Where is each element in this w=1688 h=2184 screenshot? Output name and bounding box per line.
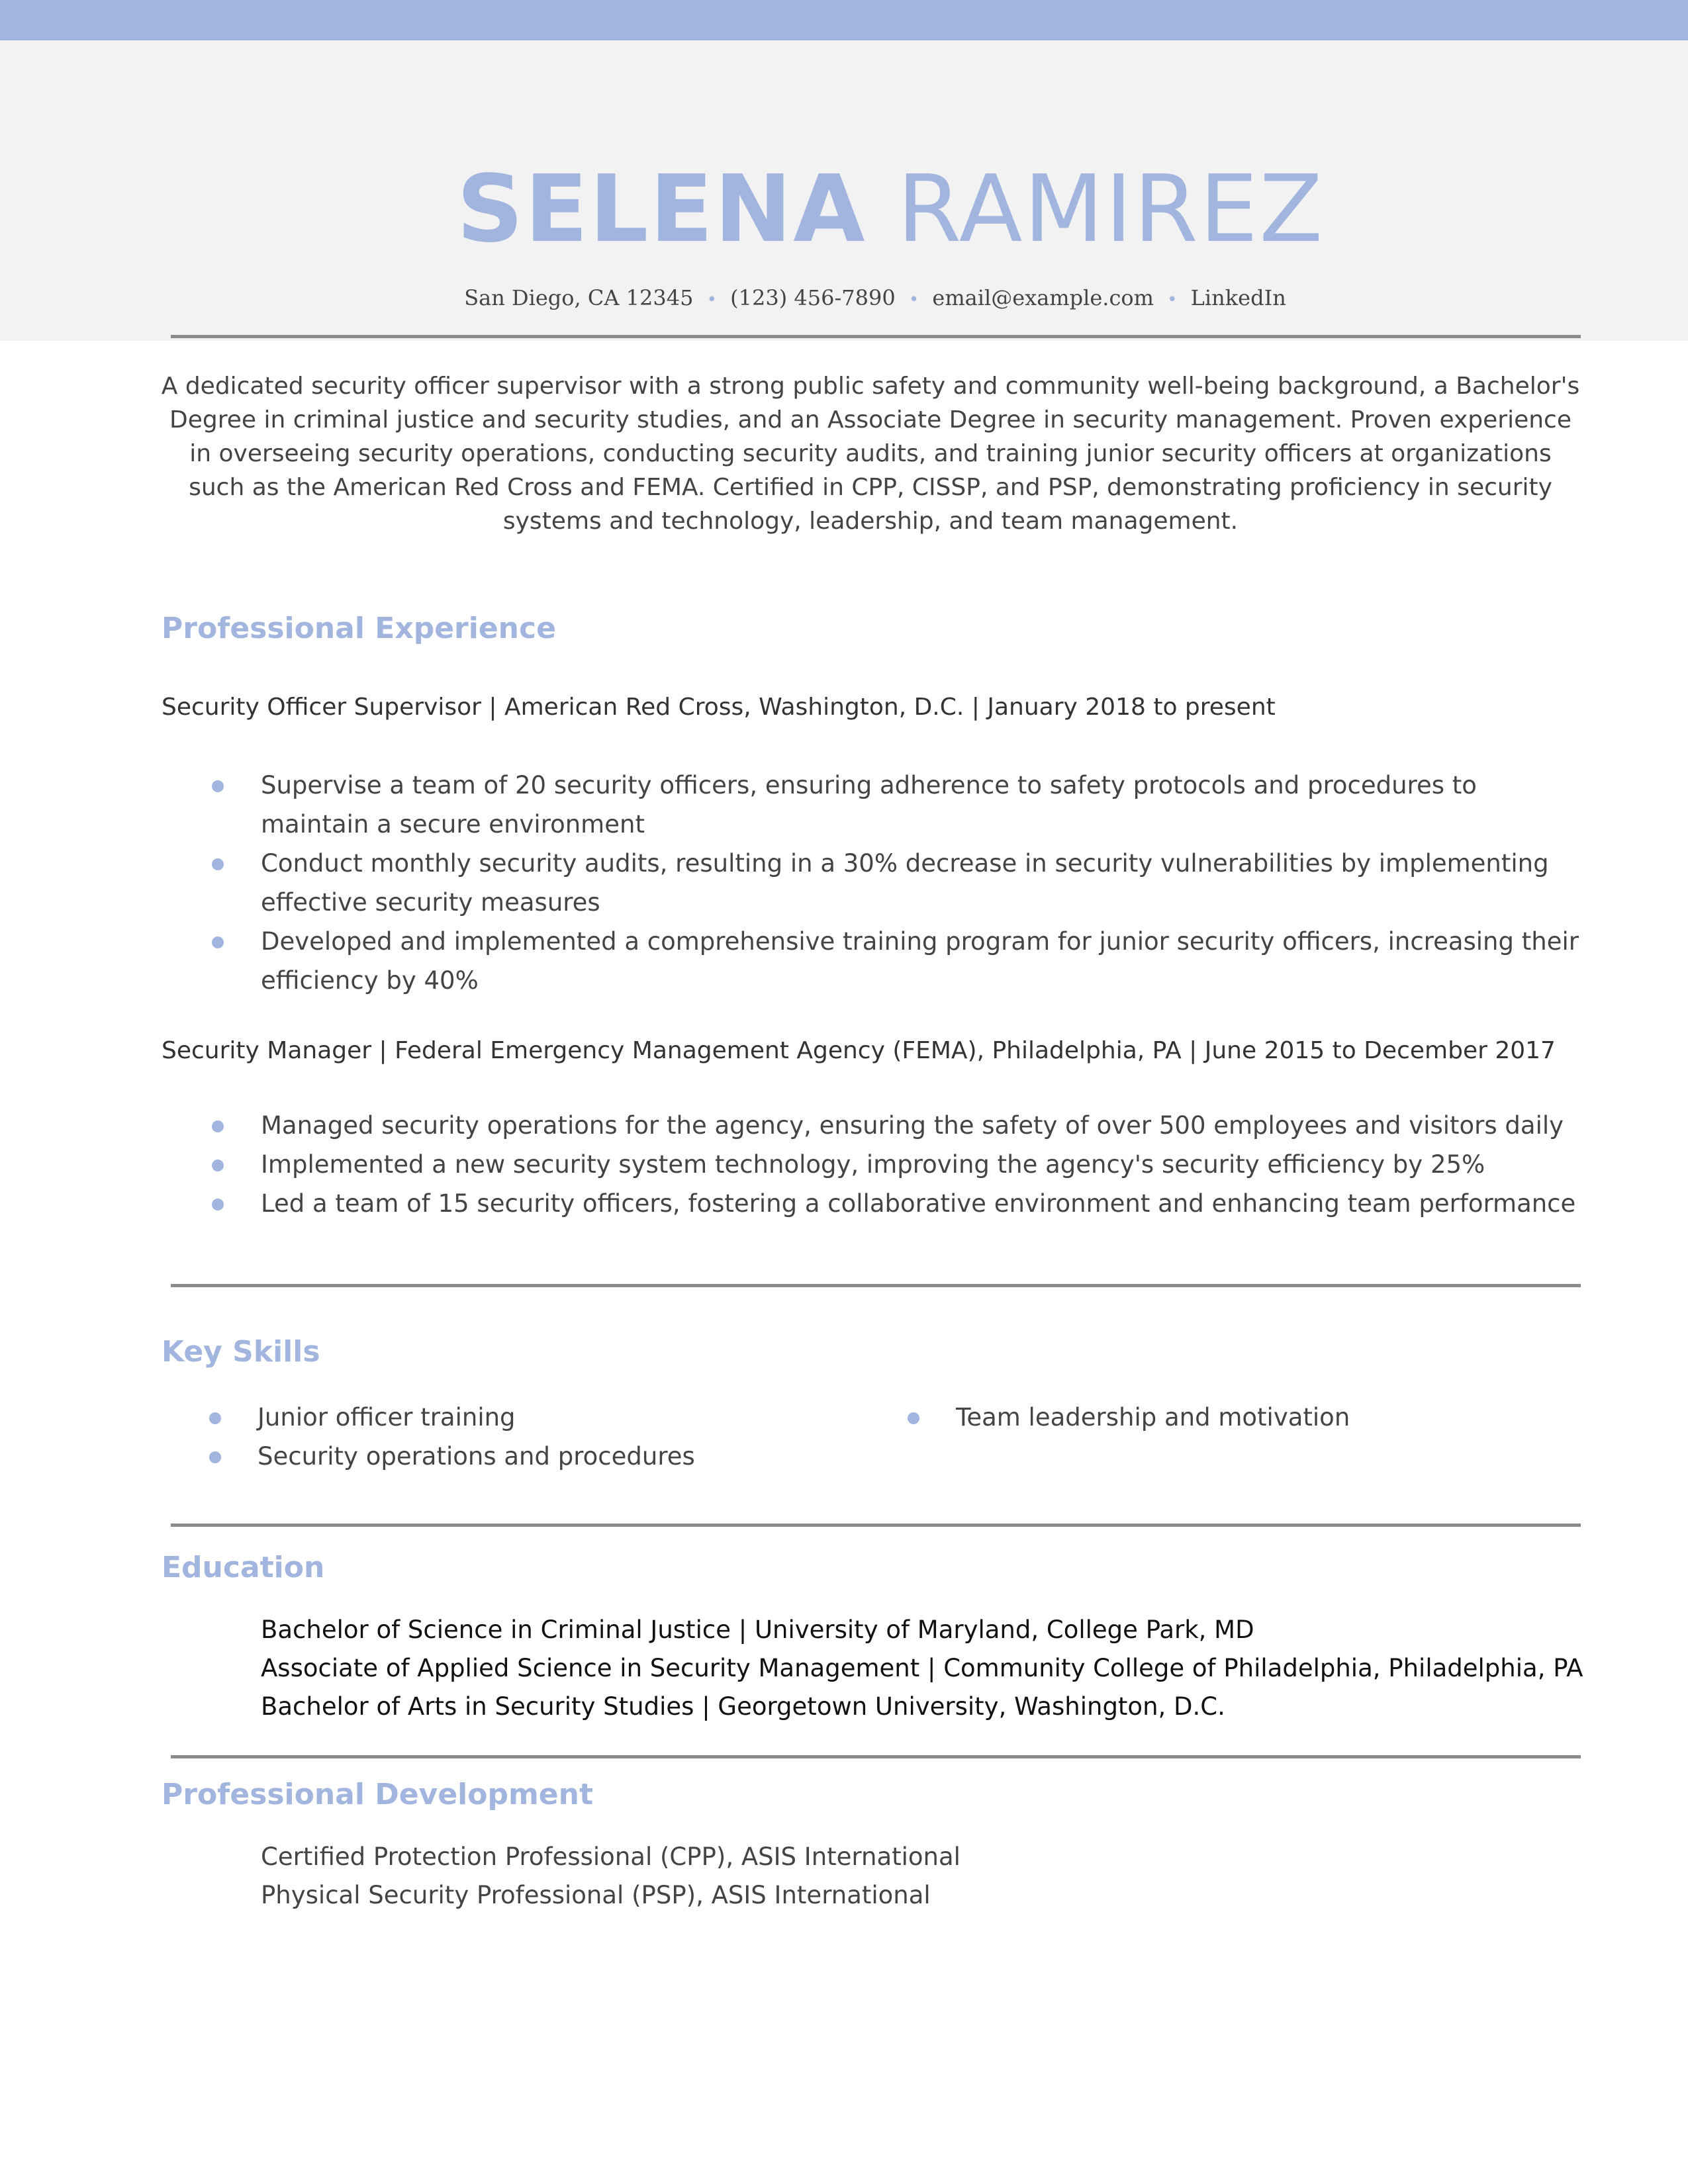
candidate-name — [0, 154, 1688, 266]
education-item: Bachelor of Science in Criminal Justice | University of Maryland, College Park, MD — [261, 1615, 1254, 1644]
section-divider — [171, 1524, 1581, 1527]
development-item: Certified Protection Professional (CPP), ASIS International — [261, 1843, 961, 1871]
job-bullet: Supervise a team of 20 security officers, ensuring adherence to safety protocols and procedures to maintain a secure environment — [212, 766, 1589, 844]
skill-item: Security operations and procedures — [209, 1437, 695, 1476]
skills-list-right — [908, 1398, 1350, 1437]
education-item: Bachelor of Arts in Security Studies | Georgetown University, Washington, D.C. — [261, 1692, 1225, 1721]
first-name: SELENA — [456, 156, 867, 263]
job-heading: Security Manager | Federal Emergency Management Agency (FEMA), Philadelphia, PA | June 2015 to December 2017 — [162, 1037, 1556, 1064]
education-list — [261, 1611, 1583, 1726]
contact-line — [0, 281, 1688, 316]
last-name: RAMIREZ — [897, 156, 1325, 263]
job-bullet: Implemented a new security system technology, improving the agency's security efficiency by 25% — [212, 1145, 1589, 1184]
development-item: Physical Security Professional (PSP), ASIS International — [261, 1881, 931, 1909]
section-title-experience: Professional Experience — [162, 612, 556, 645]
top-accent-bar — [0, 0, 1688, 40]
skill-item: Team leadership and motivation — [908, 1398, 1350, 1437]
contact-phone: (123) 456-7890 — [730, 285, 896, 310]
contact-location: San Diego, CA 12345 — [464, 285, 694, 310]
skill-item: Junior officer training — [209, 1398, 695, 1437]
job-bullets — [212, 1106, 1589, 1223]
job-bullet: Conduct monthly security audits, resulting in a 30% decrease in security vulnerabilities by implementing effective security measures — [212, 844, 1589, 922]
header-divider — [171, 335, 1581, 338]
job-bullet: Developed and implemented a comprehensive training program for junior security officers, increasing their efficiency by 40% — [212, 922, 1589, 1000]
development-list — [261, 1838, 961, 1915]
section-title-development: Professional Development — [162, 1778, 594, 1811]
section-divider — [171, 1284, 1581, 1287]
section-divider — [171, 1755, 1581, 1758]
section-title-skills: Key Skills — [162, 1335, 320, 1369]
job-bullet: Managed security operations for the agency, ensuring the safety of over 500 employees and visitors daily — [212, 1106, 1589, 1145]
education-item: Associate of Applied Science in Security Management | Community College of Philadelphia, Philadelphia, PA — [261, 1654, 1583, 1682]
job-heading: Security Officer Supervisor | American Red Cross, Washington, D.C. | January 2018 to present — [162, 694, 1276, 721]
separator-dot: • — [908, 290, 919, 310]
summary-paragraph: A dedicated security officer supervisor with a strong public safety and community well-being background, a Bachelor's Degree in criminal justice and security studies, and an Associate Degree in security management. Proven experience in overseeing security operations, conducting security audits, and training junior security officers at organizations such as the American Red Cross and FEMA. Certified in CPP, CISSP, and PSP, demonstrating proficiency in security systems and technology, leadership, and team management. — [161, 373, 1580, 535]
job-bullets — [212, 766, 1589, 1000]
separator-dot: • — [706, 290, 717, 310]
separator-dot: • — [1167, 290, 1178, 310]
contact-linkedin[interactable]: LinkedIn — [1190, 285, 1286, 310]
section-title-education: Education — [162, 1551, 325, 1584]
skills-list-left — [209, 1398, 695, 1476]
job-bullet: Led a team of 15 security officers, fostering a collaborative environment and enhancing team performance — [212, 1184, 1589, 1223]
contact-email[interactable]: email@example.com — [932, 285, 1154, 310]
